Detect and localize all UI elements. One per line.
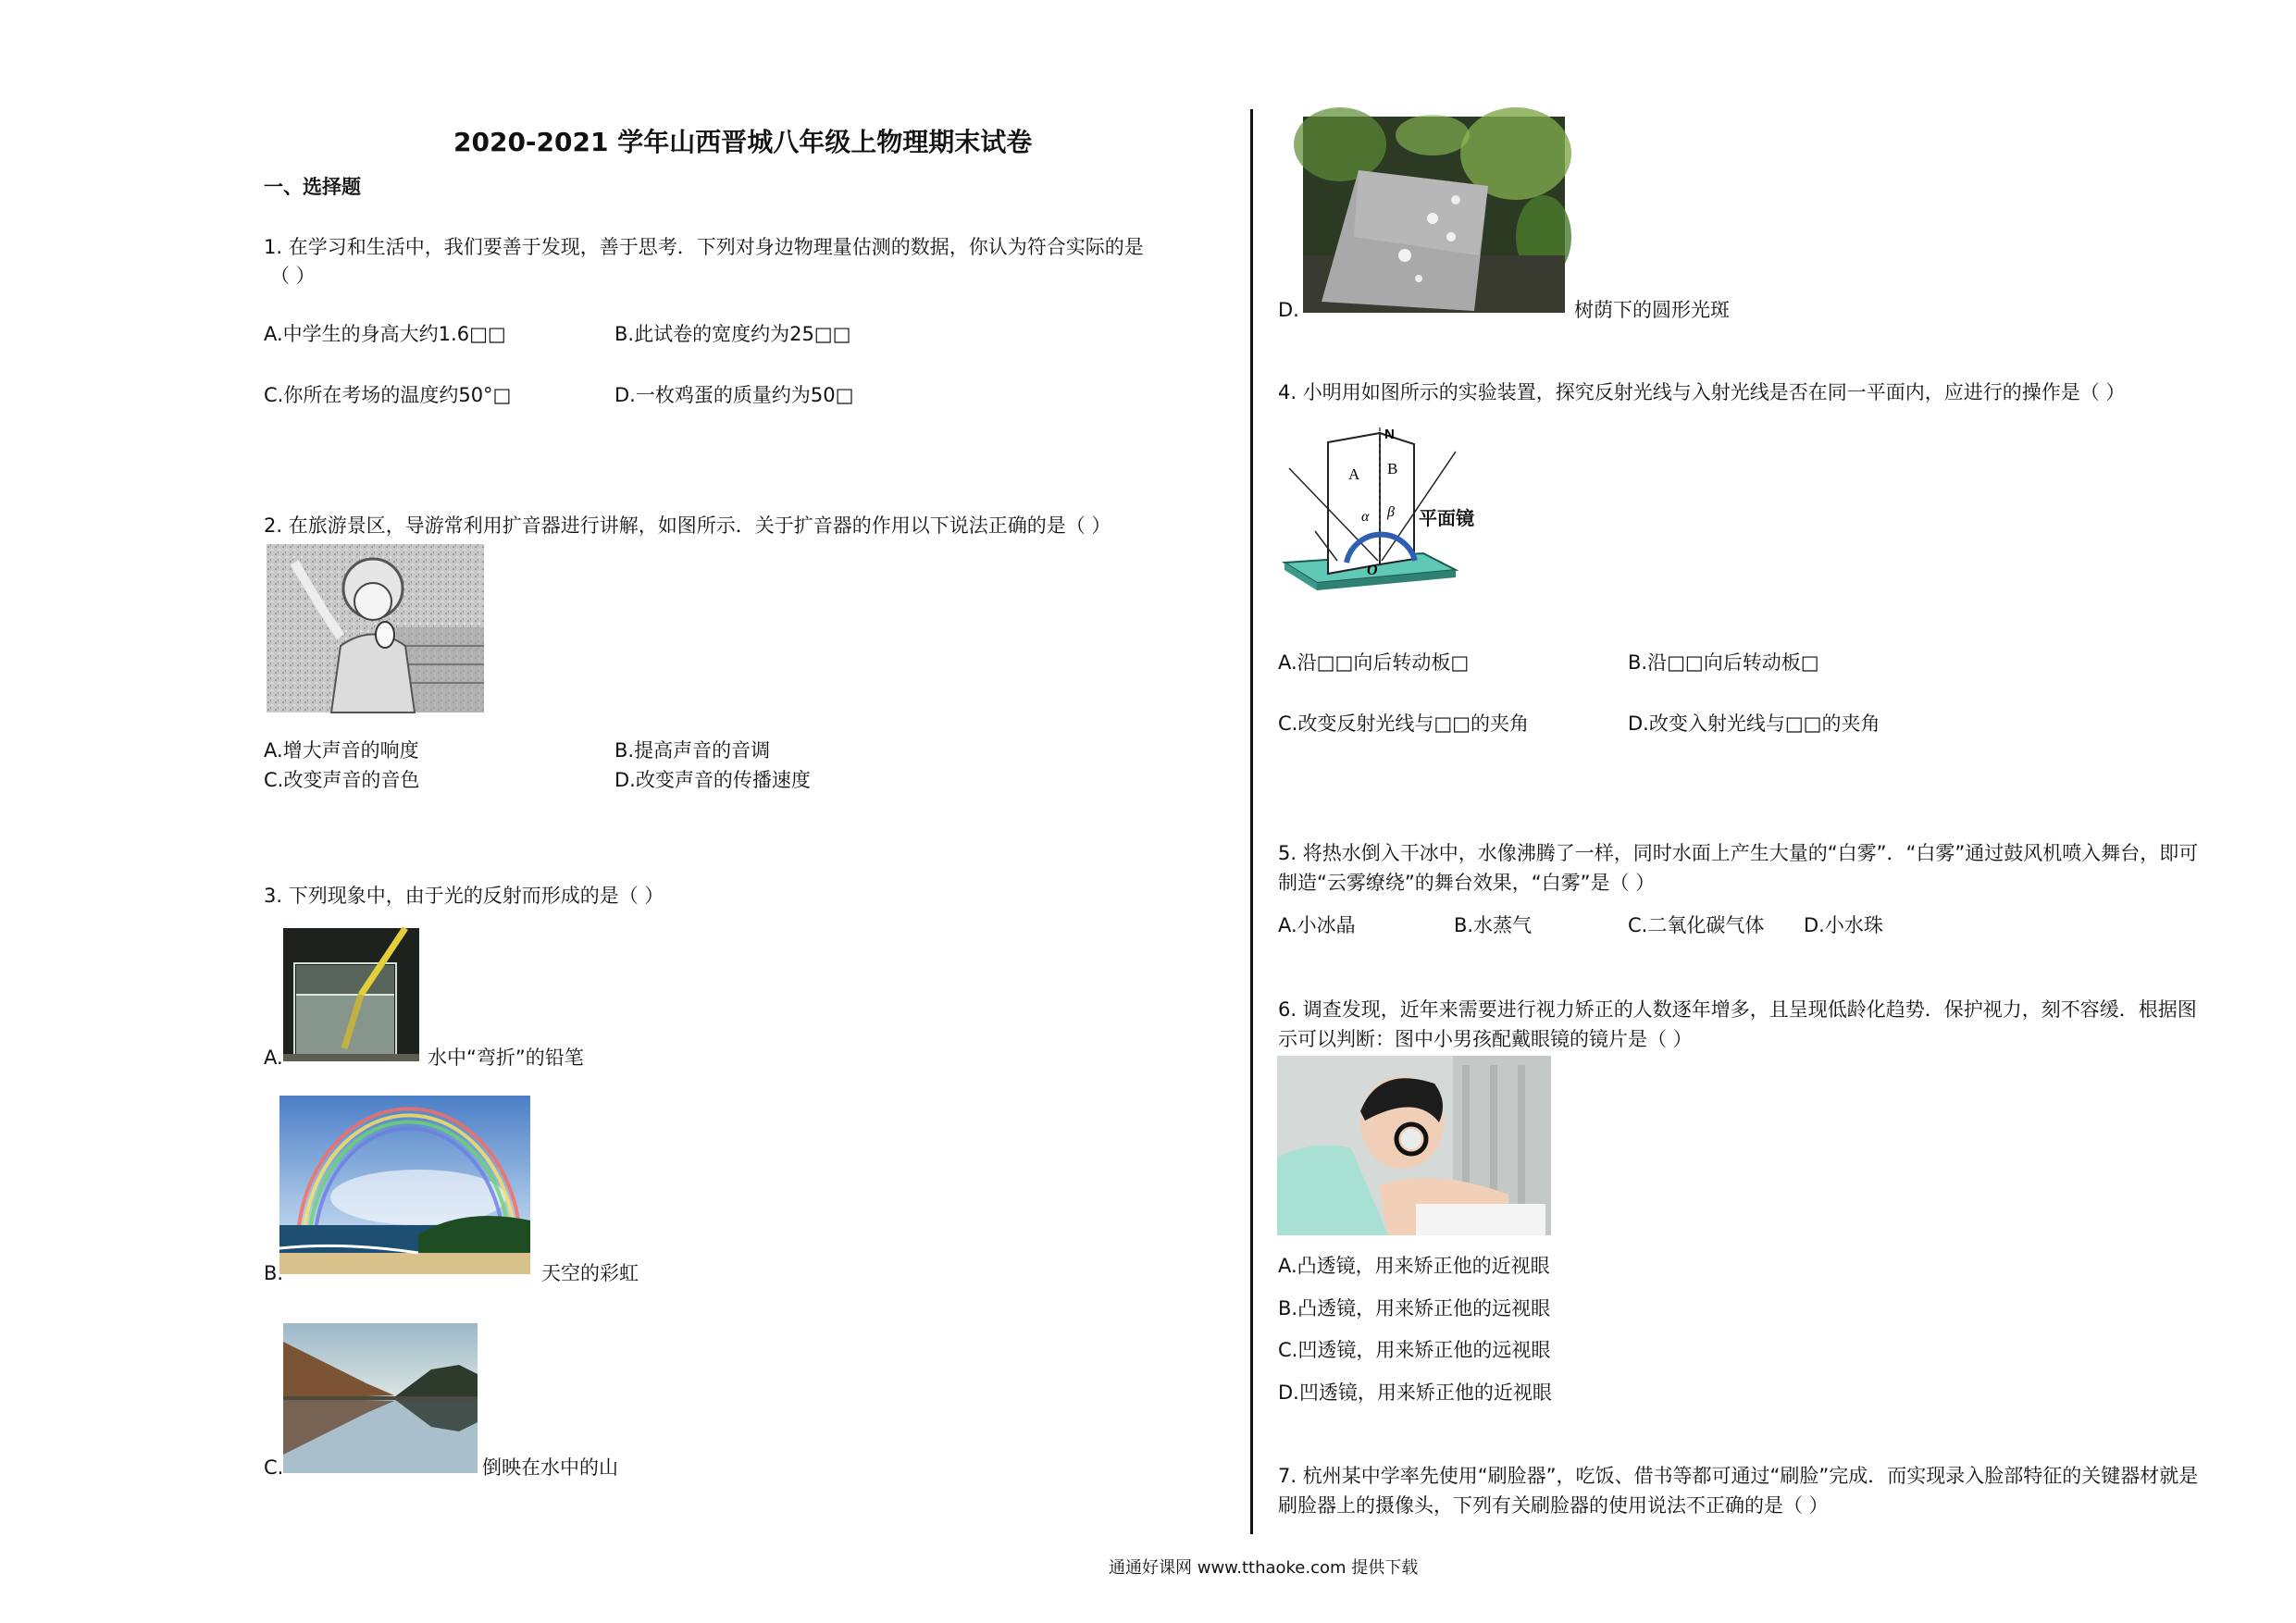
q6-option-b[interactable]: B.凸透镜，用来矫正他的远视眼 <box>1278 1297 1551 1319</box>
q5-option-a[interactable]: A.小冰晶 <box>1278 914 1356 936</box>
q5-stem-line1: 5. 将热水倒入干冰中，水像沸腾了一样，同时水面上产生大量的“白雾”．“白雾”通过鼓风机喷入舞台，即可 <box>1278 842 2199 864</box>
q6-option-d[interactable]: D.凹透镜，用来矫正他的近视眼 <box>1278 1381 1552 1404</box>
q4-fig-label-beta: β <box>1387 504 1395 520</box>
q3-light-spots-image <box>1303 117 1565 313</box>
q4-fig-mirror-label: 平面镜 <box>1419 507 1474 529</box>
q1-stem-line2: （ ） <box>270 265 316 287</box>
q1-option-d[interactable]: D.一枚鸡蛋的质量约为50□ <box>614 384 854 406</box>
q4-fig-label-n: N <box>1384 427 1395 442</box>
q4-fig-label-b: B <box>1387 460 1398 477</box>
q1-option-a[interactable]: A.中学生的身高大约1.6□□ <box>264 323 506 345</box>
section-heading: 一、选择题 <box>264 176 361 198</box>
q4-fig-label-alpha: α <box>1361 509 1370 525</box>
q3-option-d-text[interactable]: 树荫下的圆形光斑 <box>1574 299 1730 321</box>
q5-option-b[interactable]: B.水蒸气 <box>1454 914 1533 936</box>
q2-option-c[interactable]: C.改变声音的音色 <box>264 769 420 791</box>
q3-option-c-letter[interactable]: C. <box>264 1456 284 1479</box>
q7-stem-line2: 刷脸器上的摄像头，下列有关刷脸器的使用说法不正确的是（ ） <box>1278 1494 1829 1517</box>
q1-option-b[interactable]: B.此试卷的宽度约为25□□ <box>614 323 851 345</box>
q2-stem: 2. 在旅游景区，导游常利用扩音器进行讲解，如图所示．关于扩音器的作用以下说法正确的是（ ） <box>264 514 1111 537</box>
q3-stem: 3. 下列现象中，由于光的反射而形成的是（ ） <box>264 885 664 907</box>
q4-option-a[interactable]: A.沿□□向后转动板□ <box>1278 651 1470 674</box>
page-title: 2020-2021 学年山西晋城八年级上物理期末试卷 <box>453 127 1033 157</box>
q1-option-c[interactable]: C.你所在考场的温度约50°□ <box>264 384 512 406</box>
q3-pencil-image <box>283 928 419 1061</box>
column-divider <box>1250 109 1253 1534</box>
q2-option-d[interactable]: D.改变声音的传播速度 <box>614 769 811 791</box>
q4-option-b[interactable]: B.沿□□向后转动板□ <box>1628 651 1819 674</box>
q6-option-c[interactable]: C.凹透镜，用来矫正他的远视眼 <box>1278 1339 1551 1361</box>
q3-option-a-text[interactable]: 水中“弯折”的铅笔 <box>428 1047 584 1069</box>
q3-reflection-image <box>283 1323 478 1473</box>
q5-option-d[interactable]: D.小水珠 <box>1804 914 1883 936</box>
q4-stem: 4. 小明用如图所示的实验装置，探究反射光线与入射光线是否在同一平面内，应进行的操作是（ ） <box>1278 381 2126 403</box>
q6-boy-reading-image <box>1277 1056 1551 1235</box>
q6-stem-line2: 示可以判断：图中小男孩配戴眼镜的镜片是（ ） <box>1278 1028 1693 1050</box>
q6-stem-line1: 6. 调查发现，近年来需要进行视力矫正的人数逐年增多，且呈现低龄化趋势．保护视力，刻不容缓．根据图 <box>1278 998 2197 1021</box>
q7-stem-line1: 7. 杭州某中学率先使用“刷脸器”，吃饭、借书等都可通过“刷脸”完成．而实现录入脸部特征的关键器材就是 <box>1278 1465 2199 1487</box>
q3-option-b-text[interactable]: 天空的彩虹 <box>541 1262 639 1284</box>
page-footer: 通通好课网 www.tthaoke.com 提供下载 <box>1109 1558 1419 1578</box>
q4-fig-label-o: O <box>1367 563 1378 578</box>
q3-option-b-letter[interactable]: B. <box>264 1262 284 1284</box>
q3-option-a-letter[interactable]: A. <box>264 1047 283 1069</box>
q2-tour-guide-image <box>267 544 484 712</box>
q6-option-a[interactable]: A.凸透镜，用来矫正他的近视眼 <box>1278 1255 1550 1277</box>
q5-option-c[interactable]: C.二氧化碳气体 <box>1628 914 1765 936</box>
q4-fig-label-a: A <box>1348 465 1360 483</box>
q2-option-b[interactable]: B.提高声音的音调 <box>614 739 771 762</box>
q4-option-d[interactable]: D.改变入射光线与□□的夹角 <box>1628 712 1880 735</box>
q2-option-a[interactable]: A.增大声音的响度 <box>264 739 419 762</box>
q4-option-c[interactable]: C.改变反射光线与□□的夹角 <box>1278 712 1530 735</box>
q1-stem-line1: 1. 在学习和生活中，我们要善于发现，善于思考．下列对身边物理量估测的数据，你认为符合实际的是 <box>264 236 1144 258</box>
q4-mirror-diagram <box>1280 424 1474 601</box>
q3-rainbow-image <box>279 1096 530 1274</box>
q3-option-d-letter[interactable]: D. <box>1278 299 1299 321</box>
q3-option-c-text[interactable]: 倒映在水中的山 <box>482 1456 618 1479</box>
q5-stem-line2: 制造“云雾缭绕”的舞台效果，“白雾”是（ ） <box>1278 872 1656 894</box>
